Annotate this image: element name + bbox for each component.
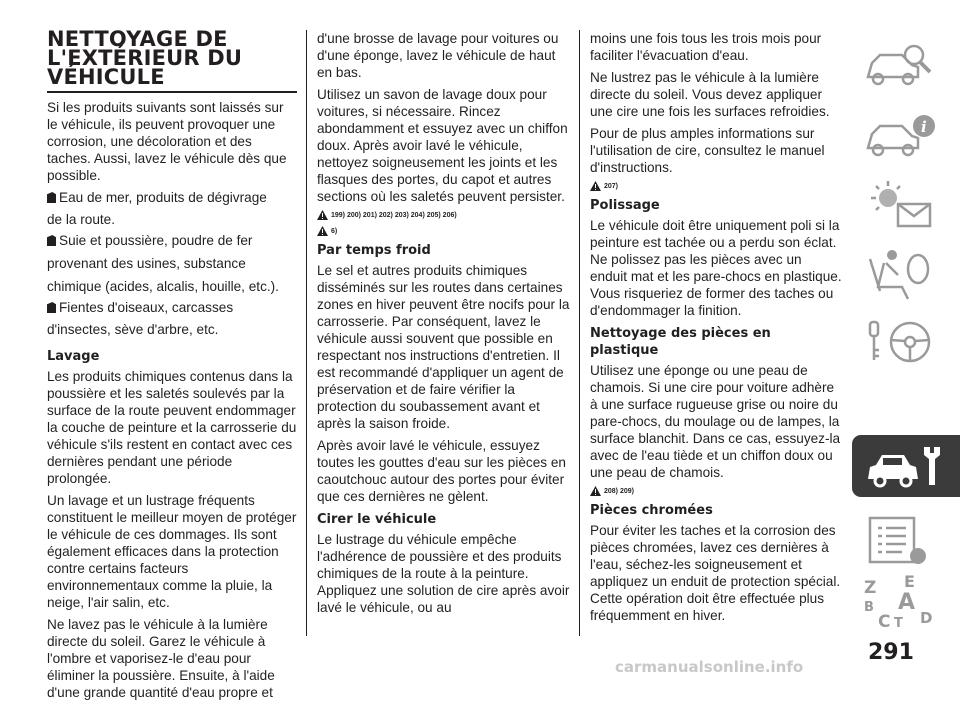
paragraph: Le véhicule doit être uniquement poli si la peinture est tachée ou a perdu son éclat. Ne polissez pas les pièces avec un enduit mat et les pare-chocs en plastique. Vous risqueriez de former des taches ou d'endommager la finition. [590, 218, 842, 318]
bullet-continuation: chimique (acides, alcalis, houille, etc.). [47, 279, 279, 294]
key-steering-icon [862, 316, 942, 370]
bullet-continuation: provenant des usines, substance [47, 256, 246, 271]
index-letter: B [864, 600, 874, 615]
heading-cirer: Cirer le véhicule [317, 512, 437, 527]
sidebar-tab-alphabetical-index[interactable] [852, 565, 960, 632]
paragraph: Ne lustrez pas le véhicule à la lumière directe du soleil. Vous devez appliquer une cire une fois les surfaces refroidies. [590, 70, 830, 119]
sidebar-tab-car-info[interactable] [852, 104, 960, 164]
warning-refs: 208) 209) [604, 487, 634, 495]
bullet-item [47, 299, 297, 338]
airbag-seat-icon [862, 247, 942, 301]
bullet-item [47, 189, 297, 228]
index-letter: C [878, 612, 891, 632]
heading-temps-froid: Par temps froid [317, 243, 431, 258]
paragraph: moins une fois tous les trois mois pour faciliter l'évacuation d'eau. [590, 31, 822, 63]
index-letter: D [920, 609, 933, 627]
heading-lavage: Lavage [47, 349, 100, 364]
paragraph: Pour de plus amples informations sur l'utilisation de cire, consultez le manuel d'instructions. [590, 126, 825, 175]
heading-pieces-chromees: Pièces chromées [590, 503, 713, 518]
sidebar-tab-car-wrench[interactable] [852, 435, 960, 497]
svg-text:i: i [921, 118, 927, 136]
paragraph: Le sel et autres produits chimiques disséminés sur les routes dans certaines zones en hiver peuvent être nocifs pour la carrosserie. Par conséquent, lavez le véhicule aussi souvent que possible en respectant nos instructions d'entretien. Il est recommandé d'appliquer un agent de préservation et de faire vérifier la protection du soubassement avant et après la saison froide. [317, 263, 570, 431]
heading-polissage: Polissage [590, 198, 660, 213]
bullet-icon [47, 302, 56, 313]
chapter-sidebar [852, 35, 960, 632]
bullet-continuation: de la route. [47, 212, 116, 227]
paragraph: Ne lavez pas le véhicule à la lumière directe du soleil. Garez le véhicule à l'ombre et vaporisez-le d'eau pour éliminer la poussière. Ensuite, à l'aide d'une grande quantité d'eau propre et [47, 617, 275, 700]
warning-reference [317, 210, 571, 220]
car-info-icon [862, 110, 942, 160]
index-letter: T [894, 616, 903, 631]
paragraph: Le lustrage du véhicule empêche l'adhérence de poussière et des produits chimiques de la route à la peinture. Appliquez une solution de cire après avoir lavé le véhicule, ou au [317, 532, 570, 615]
index-letter: A [898, 590, 916, 615]
index-letter: E [904, 572, 915, 591]
warning-reference [590, 181, 842, 191]
paragraph: Après avoir lavé le véhicule, essuyez toutes les gouttes d'eau sur les pièces en caoutchouc autour des portes pour éviter que ces dernières ne gèlent. [317, 438, 566, 504]
heading-pieces-plastique: Nettoyage des pièces en plastique [590, 326, 771, 358]
index-letter: Z [864, 578, 877, 598]
sidebar-tab-key-steering[interactable] [852, 310, 960, 370]
technical-data-icon [862, 514, 942, 568]
sidebar-tab-airbag-seat[interactable] [852, 241, 960, 301]
paragraph: Pour éviter les taches et la corrosion des pièces chromées, lavez ces dernières à l'eau, séchez-les soigneusement et appliquez un enduit de protection spécial. Cette opération doit être effectuée plus fréquemment en hiver. [590, 523, 841, 623]
sidebar-tab-warning-lights[interactable] [852, 172, 960, 232]
bullet-text: Eau de mer, produits de dégivrage [59, 190, 267, 205]
warning-triangle-icon [317, 210, 328, 220]
paragraph: Un lavage et un lustrage fréquents constituent le meilleur moyen de protéger le véhicule de ces dommages. Ils sont également efficaces dans la protection contre certains facteurs environnementaux comme la pluie, la neige, l'air salin, etc. [47, 493, 297, 610]
warning-triangle-icon [590, 486, 601, 496]
column-2 [317, 30, 571, 621]
warning-refs: 199) 200) 201) 202) 203) 204) 205) 206) [331, 211, 457, 219]
warning-refs: 207) [604, 182, 619, 190]
caution-refs: 6) [331, 227, 338, 235]
sidebar-tab-technical-data[interactable] [852, 508, 960, 568]
column-3 [590, 30, 842, 629]
sidebar-tab-car-search[interactable] [852, 35, 960, 95]
intro-paragraph: Si les produits suivants sont laissés sur le véhicule, ils peuvent provoquer une corrosion, une décoloration et des taches. Aussi, lavez le véhicule dès que possible. [47, 100, 287, 183]
column-divider-2 [579, 30, 580, 636]
paragraph: Utilisez un savon de lavage doux pour voitures, si nécessaire. Rincez abondamment et essuyez avec un chiffon doux. Après avoir lavé le véhicule, nettoyez soigneusement les joints et les flasques des portes, du capot et autres sections où les saletés peuvent persister. [317, 87, 568, 204]
paragraph: d'une brosse de lavage pour voitures ou d'une éponge, lavez le véhicule de haut en bas. [317, 31, 559, 80]
warning-triangle-icon [590, 181, 601, 191]
bullet-text: Fientes d'oiseaux, carcasses [59, 300, 234, 315]
warning-reference [590, 486, 842, 496]
paragraph: Les produits chimiques contenus dans la poussière et les saletés soulevés par la surface de la route peuvent endommager la couche de peinture et la carrosserie du véhicule s'ils restent en contact avec ces dernières pendant une période prolongée. [47, 369, 297, 486]
caution-triangle-icon [317, 226, 328, 236]
car-wrench-icon [862, 441, 952, 491]
warning-lights-icon [862, 178, 942, 232]
bullet-icon [47, 192, 56, 203]
bullet-text: Suie et poussière, poudre de fer [59, 233, 253, 248]
bullet-icon [47, 235, 56, 246]
bullet-item [47, 232, 297, 295]
title-rule [47, 91, 297, 93]
column-1 [47, 27, 297, 706]
page-number: 291 [868, 640, 914, 665]
alphabetical-index-icon [862, 571, 942, 631]
section-title: NETTOYAGE DE L'EXTÉRIEUR DU VÉHICULE [47, 27, 243, 89]
car-search-icon [862, 41, 942, 91]
paragraph: Utilisez une éponge ou une peau de chamois. Si une cire pour voiture adhère à une surface rugueuse grise ou noire du pare-chocs, du moulage ou de lampes, la surface blanchit. Dans ce cas, essuyez-la avec de l'eau tiède et un chiffon doux ou une peau de chamois. [590, 363, 841, 480]
bullet-continuation: d'insectes, sève d'arbre, etc. [47, 322, 219, 337]
column-divider-1 [306, 30, 307, 636]
caution-reference [317, 226, 571, 236]
watermark: carmanualsonline.info [615, 658, 804, 676]
